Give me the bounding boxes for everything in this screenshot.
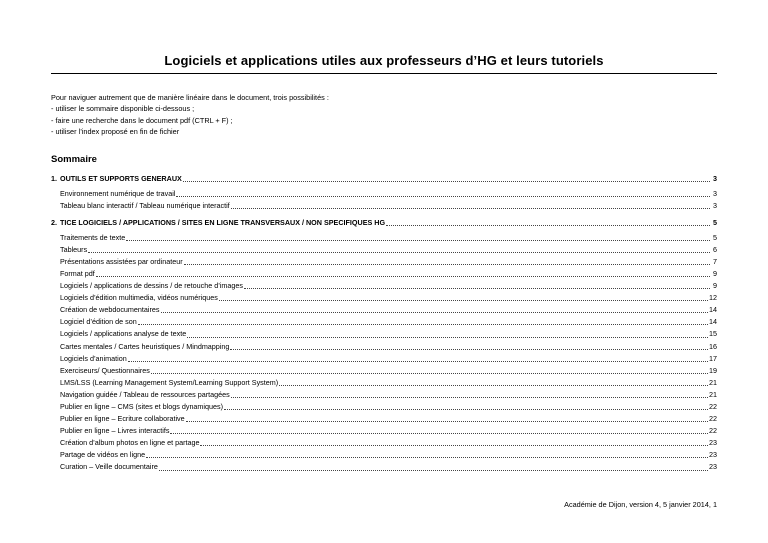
page-footer: Académie de Dijon, version 4, 5 janvier 2014, 1: [564, 500, 717, 509]
toc-page-number: 9: [713, 268, 717, 278]
toc-entry-link[interactable]: [51, 200, 717, 212]
toc-entry-label: Présentations assistées par ordinateur: [60, 256, 183, 266]
toc-entry-label: Publier en ligne – Ecriture collaborative: [60, 414, 185, 424]
toc-entry-label: OUTILS ET SUPPORTS GENERAUX: [60, 174, 182, 183]
toc-entry-link[interactable]: [51, 232, 717, 244]
toc-section-number: 2.: [51, 217, 57, 227]
toc-dot-leader: [219, 300, 708, 301]
toc-entry-label: Format pdf: [60, 268, 95, 278]
toc-entry-label: Publier en ligne – Livres interactifs: [60, 426, 170, 436]
toc-dot-leader: [200, 445, 708, 446]
toc-dot-leader: [88, 252, 710, 253]
toc-dot-leader: [187, 337, 708, 338]
toc-entry-label: Logiciels / applications de dessins / de retouche d’images: [60, 281, 243, 291]
toc-dot-leader: [170, 433, 708, 434]
toc-entry-label: Cartes mentales / Cartes heuristiques / Mindmapping: [60, 341, 230, 351]
toc-entry-link[interactable]: [51, 389, 717, 401]
toc-page-number: 16: [709, 341, 717, 351]
toc-page-number: 3: [713, 189, 717, 198]
toc-page-number: 3: [713, 174, 717, 183]
toc-page-number: 5: [713, 217, 717, 227]
toc-page-number: 12: [709, 293, 717, 303]
toc-page-number: 22: [709, 402, 717, 411]
toc-entry-link[interactable]: [51, 188, 717, 200]
toc-entry-link[interactable]: [51, 256, 717, 268]
toc-page-number: 23: [709, 462, 717, 472]
toc-entry-label: Traitements de texte: [60, 232, 126, 242]
toc-page-number: 14: [709, 317, 717, 327]
title-underline: [51, 73, 717, 74]
toc-entry-link[interactable]: [51, 280, 717, 292]
toc-dot-leader: [183, 181, 710, 182]
toc-page-number: 14: [709, 305, 717, 315]
toc-page-number: 17: [709, 353, 717, 363]
intro-line: - faire une recherche dans le document pdf (CTRL + F) ;: [51, 115, 233, 125]
toc-dot-leader: [96, 276, 710, 277]
toc-page-number: 5: [713, 232, 717, 242]
toc-dot-leader: [231, 397, 708, 398]
toc-entry-label: Environnement numérique de travail: [60, 189, 176, 198]
toc-page-number: 6: [713, 244, 717, 254]
toc-dot-leader: [146, 457, 708, 458]
toc-dot-leader: [128, 361, 708, 362]
toc-entry-label: Logiciels d’animation: [60, 353, 127, 363]
toc-dot-leader: [386, 225, 710, 226]
toc-entry-label: Partage de vidéos en ligne: [60, 450, 146, 460]
toc-entry-label: Logiciels / applications analyse de texte: [60, 329, 187, 339]
toc-entry-label: Curation – Veille documentaire: [60, 462, 158, 472]
toc-entry-link[interactable]: [51, 244, 717, 256]
summary-heading: Sommaire: [51, 154, 97, 165]
toc-entry-link[interactable]: [51, 377, 717, 389]
toc-entry-label: Navigation guidée / Tableau de ressources partagées: [60, 389, 230, 399]
intro-line: Pour naviguer autrement que de manière linéaire dans le document, trois possibilités :: [51, 93, 329, 102]
toc-entry-link[interactable]: [51, 328, 717, 340]
toc-dot-leader: [231, 208, 710, 209]
toc-dot-leader: [138, 324, 708, 325]
intro-paragraph: [51, 92, 717, 137]
toc-entry-label: Exerciseurs/ Questionnaires: [60, 365, 150, 375]
toc-page-number: 21: [709, 389, 717, 399]
toc-entry-link[interactable]: [51, 437, 717, 449]
toc-page-number: 23: [709, 450, 717, 460]
toc-dot-leader: [159, 470, 708, 471]
toc-page-number: 19: [709, 365, 717, 375]
toc-entry-label: Création de webdocumentaires: [60, 305, 160, 315]
toc-entry-link[interactable]: [51, 316, 717, 328]
toc-page-number: 22: [709, 426, 717, 436]
toc-entry-label: Tableurs: [60, 244, 88, 254]
toc-dot-leader: [230, 349, 708, 350]
toc-dot-leader: [176, 196, 710, 197]
toc-entry-label: Création d’album photos en ligne et partage: [60, 438, 200, 448]
toc-entry-link[interactable]: [51, 413, 717, 425]
toc-page-number: 3: [713, 201, 717, 211]
toc-entry-link[interactable]: [51, 268, 717, 280]
toc-page-number: 22: [709, 414, 717, 424]
toc-entry-link[interactable]: [51, 365, 717, 377]
toc-section-number: 1.: [51, 174, 57, 183]
toc-entry-link[interactable]: [51, 353, 717, 365]
table-of-contents: [51, 172, 717, 474]
intro-line: - utiliser le sommaire disponible ci-dessous ;: [51, 104, 195, 114]
toc-entry-label: Tableau blanc interactif / Tableau numérique interactif: [60, 201, 230, 211]
toc-entry-link[interactable]: [51, 425, 717, 437]
toc-dot-leader: [279, 385, 708, 386]
toc-dot-leader: [151, 373, 708, 374]
toc-section-link[interactable]: [51, 216, 717, 229]
toc-dot-leader: [184, 264, 710, 265]
toc-entry-label: Logiciels d’édition multimedia, vidéos numériques: [60, 293, 218, 303]
toc-entry-link[interactable]: [51, 401, 717, 413]
toc-entry-label: Logiciel d’édition de son: [60, 317, 137, 327]
intro-line: - utiliser l’index proposé en fin de fichier: [51, 126, 180, 136]
toc-page-number: 9: [713, 281, 717, 291]
toc-entry-link[interactable]: [51, 304, 717, 316]
toc-entry-label: LMS/LSS (Learning Management System/Learning Support System): [60, 377, 279, 387]
toc-entry-link[interactable]: [51, 449, 717, 461]
toc-entry-label: Publier en ligne – CMS (sites et blogs dynamiques): [60, 402, 223, 411]
toc-page-number: 21: [709, 377, 717, 387]
toc-entry-link[interactable]: [51, 461, 717, 473]
toc-dot-leader: [126, 240, 710, 241]
toc-entry-label: TICE LOGICIELS / APPLICATIONS / SITES EN LIGNE TRANSVERSAUX / NON SPECIFIQUES HG: [60, 217, 386, 227]
toc-dot-leader: [224, 409, 708, 410]
toc-section-link[interactable]: [51, 172, 717, 185]
toc-page-number: 15: [709, 329, 717, 339]
toc-entry-link[interactable]: [51, 292, 717, 304]
toc-dot-leader: [244, 288, 710, 289]
toc-entry-link[interactable]: [51, 341, 717, 353]
toc-page-number: 23: [709, 438, 717, 448]
page-title: Logiciels et applications utiles aux professeurs d’HG et leurs tutoriels: [164, 53, 604, 68]
toc-dot-leader: [161, 312, 709, 313]
toc-page-number: 7: [713, 256, 717, 266]
toc-dot-leader: [186, 421, 708, 422]
